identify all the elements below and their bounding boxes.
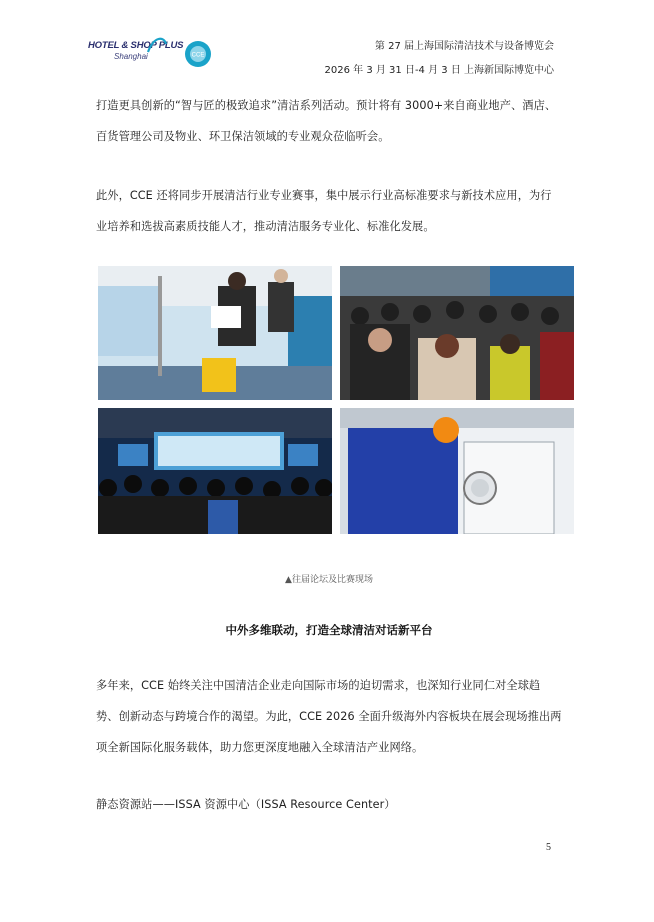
exhibition-date-venue: 2026 年 3 月 31 日-4 月 3 日 上海新国际博览中心 [324, 65, 554, 76]
hotel-shop-plus-logo-city: Shanghai [114, 52, 148, 61]
paragraph-issa-resource: 静态资源站——ISSA 资源中心（ISSA Resource Center） [96, 798, 396, 811]
forum-audience-photo [340, 266, 574, 400]
cce-logo-text: CCE [191, 52, 205, 59]
swoosh-icon [146, 34, 168, 56]
paragraph-international: 多年来，CCE 始终关注中国清洁企业走向国际市场的迫切需求，也深知行业同仁对全球趋势、创新动态与跨境合作的渴望。为此，CCE 2026 全面升级海外内容板块在展会现场推出两项全新国际化服务载体，助力您更深度地融入全球清洁产业网络。 [96, 679, 562, 754]
exhibition-title: 第 27 届上海国际清洁技术与设备博览会 [374, 41, 554, 52]
paragraph-forum: 打造更具创新的“智与匠的极致追求”清洁系列活动。预计将有 3000+来自商业地产、酒店、百货管理公司及物业、环卫保洁领域的专业观众莅临听会。 [96, 99, 557, 143]
hotel-shop-plus-logo-text: HOTEL & SHOP PLUS [88, 40, 184, 51]
header-text [325, 40, 554, 78]
page-number: 5 [546, 842, 551, 853]
cce-logo [184, 40, 212, 68]
header-logos [88, 36, 228, 70]
cleaning-competition-photo [98, 266, 332, 400]
paragraph-competition: 此外，CCE 还将同步开展清洁行业专业赛事，集中展示行业高标准要求与新技术应用，为行业培养和选拔高素质技能人才，推动清洁服务专业化、标准化发展。 [96, 189, 552, 233]
forum-stage-photo [98, 408, 332, 534]
section-heading: 中外多维联动，打造全球清洁对话新平台 [225, 623, 433, 637]
hotel-shop-plus-logo [88, 40, 184, 70]
machine-demo-photo [340, 408, 574, 534]
photo-caption: ▲往届论坛及比赛现场 [285, 575, 373, 585]
